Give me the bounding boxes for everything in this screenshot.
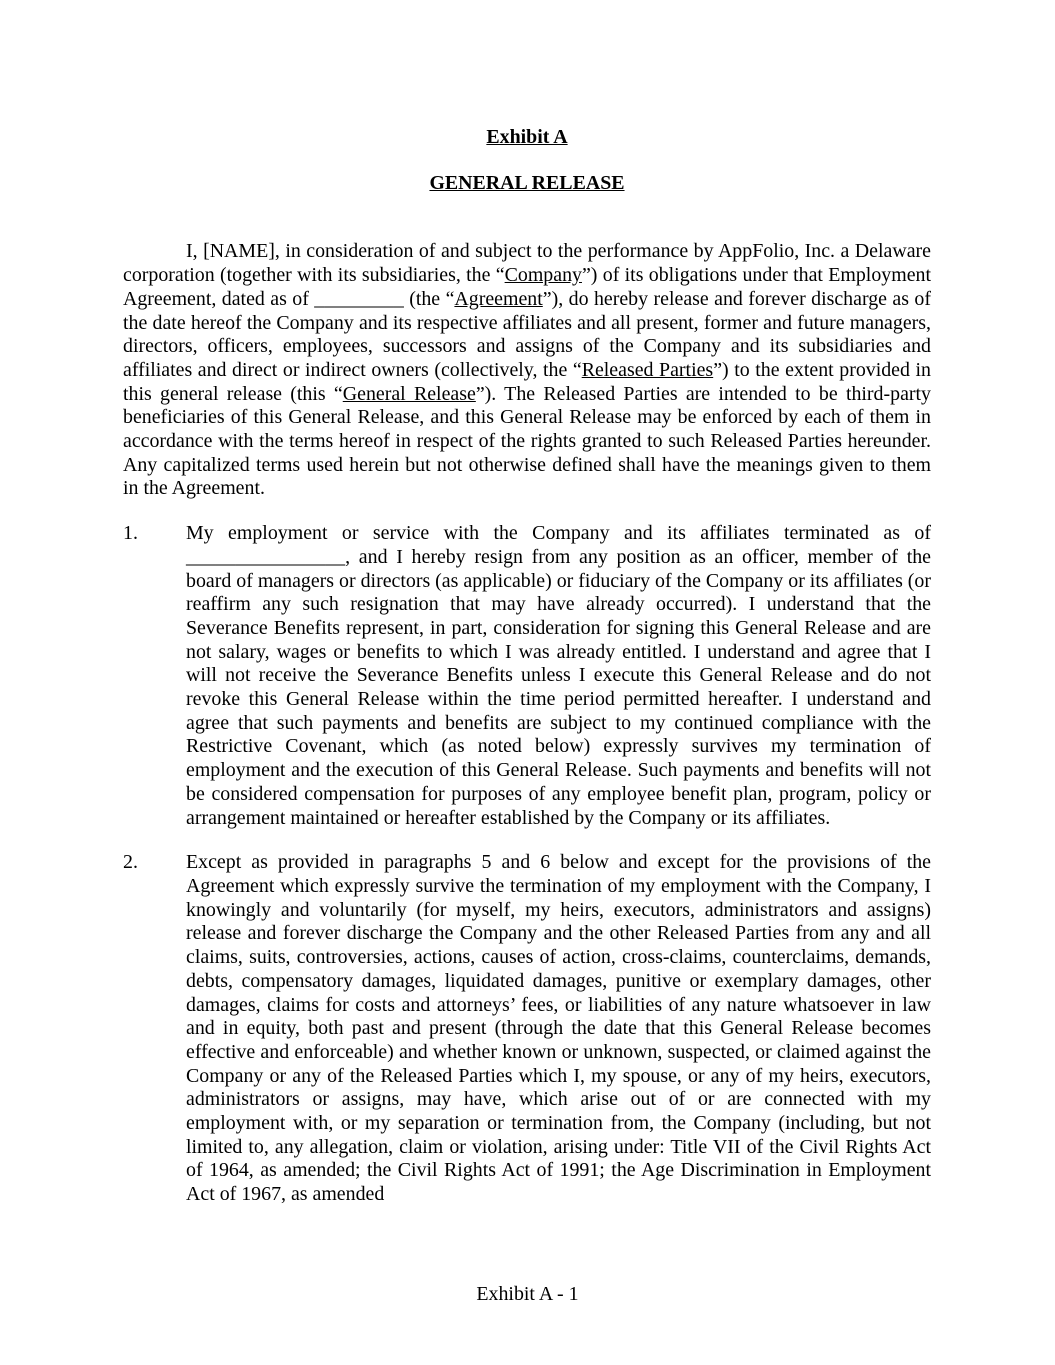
paragraph-1-body	[186, 522, 931, 830]
text-run: I, [NAME], in consideration of and subject to the performance by AppFolio, Inc. a Delaware corporation (together with its subsidiaries, the “	[123, 240, 931, 287]
text-run: ”) to the extent provided in this general release (this “	[123, 358, 931, 405]
defined-term: Agreement	[454, 287, 543, 310]
text-run: ”). The Released Parties are intended to be third-party beneficiaries of this General Release, and this General Release may be enforced by each of them in accordance with the terms hereof in respect of the rights granted to such Released Parties hereunder. Any capitalized terms used herein but not otherwise defined shall have the meanings given to them in the Agreement.	[123, 382, 931, 500]
defined-term: Released Parties	[581, 358, 714, 381]
text-run: Except as provided in paragraphs 5 and 6 below and except for the provisions of the Agreement which expressly survive the termination of my employment with the Company, I knowingly and voluntarily (for myself, my heirs, executors, administrators and assigns) release and forever discharge the Company and the other Released Parties from any and all claims, suits, controversies, actions, causes of action, cross-claims, counterclaims, demands, debts, compensatory damages, liquidated damages, punitive or exemplary damages, other damages, claims for costs and attorneys’ fees, or liabilities of any nature whatsoever in law and in equity, both past and present (through the date that this General Release becomes effective and enforceable) and whether known or unknown, suspected, or claimed against the Company or any of the Released Parties which I, my spouse, or any of my heirs, executors, administrators or assigns, may have, which arise out of or are connected with my employment with, or my separation or termination from, the Company (including, but not limited to, any allegation, claim or violation, arising under: Title VII of the Civil Rights Act of 1964, as amended; the Civil Rights Act of 1991; the Age Discrimination in Employment Act of 1967, as amended	[186, 851, 931, 1206]
defined-term: Company	[504, 264, 582, 287]
text-run: ”), do hereby release and forever discharge as of the date hereof the Company and its respective affiliates and all present, former and future managers, directors, officers, employees, successors and assigns of the Company and its subsidiaries and affiliates and direct or indirect owners (collectively, the “	[123, 287, 931, 381]
numbered-paragraph-1	[123, 522, 931, 830]
exhibit-title: Exhibit A	[486, 126, 568, 148]
paragraph-2-body	[186, 851, 931, 1207]
page-footer: Exhibit A - 1	[476, 1283, 579, 1305]
text-run: ”) of its obligations under that Employment Agreement, dated as of _________ (the “	[123, 264, 931, 310]
document-content	[123, 126, 931, 1228]
numbered-paragraph-2	[123, 851, 931, 1207]
intro-paragraph	[123, 240, 931, 501]
paragraph-1-number: 1.	[123, 522, 138, 545]
general-release-title: GENERAL RELEASE	[429, 171, 625, 194]
defined-term: General Release	[342, 382, 476, 405]
paragraph-2-number: 2.	[123, 851, 138, 874]
text-run: My employment or service with the Company and its affiliates terminated as of ________________, and I hereby resign from any position as an officer, member of the board of managers or directors (as applicable) or fiduciary of the Company or its affiliates (or reaffirm any such resignation that may have already occurred). I understand that the Severance Benefits represent, in part, consideration for signing this General Release and are not salary, wages or benefits to which I was already entitled. I understand and agree that I will not receive the Severance Benefits unless I execute this General Release and do not revoke this General Release within the time period permitted hereafter. I understand and agree that such payments and benefits are subject to my continued compliance with the Restrictive Covenant, which (as noted below) expressly survives my termination of employment and the execution of this General Release. Such payments and benefits will not be considered compensation for purposes of any employee benefit plan, program, policy or arrangement maintained or hereafter established by the Company or its affiliates.	[186, 522, 931, 829]
